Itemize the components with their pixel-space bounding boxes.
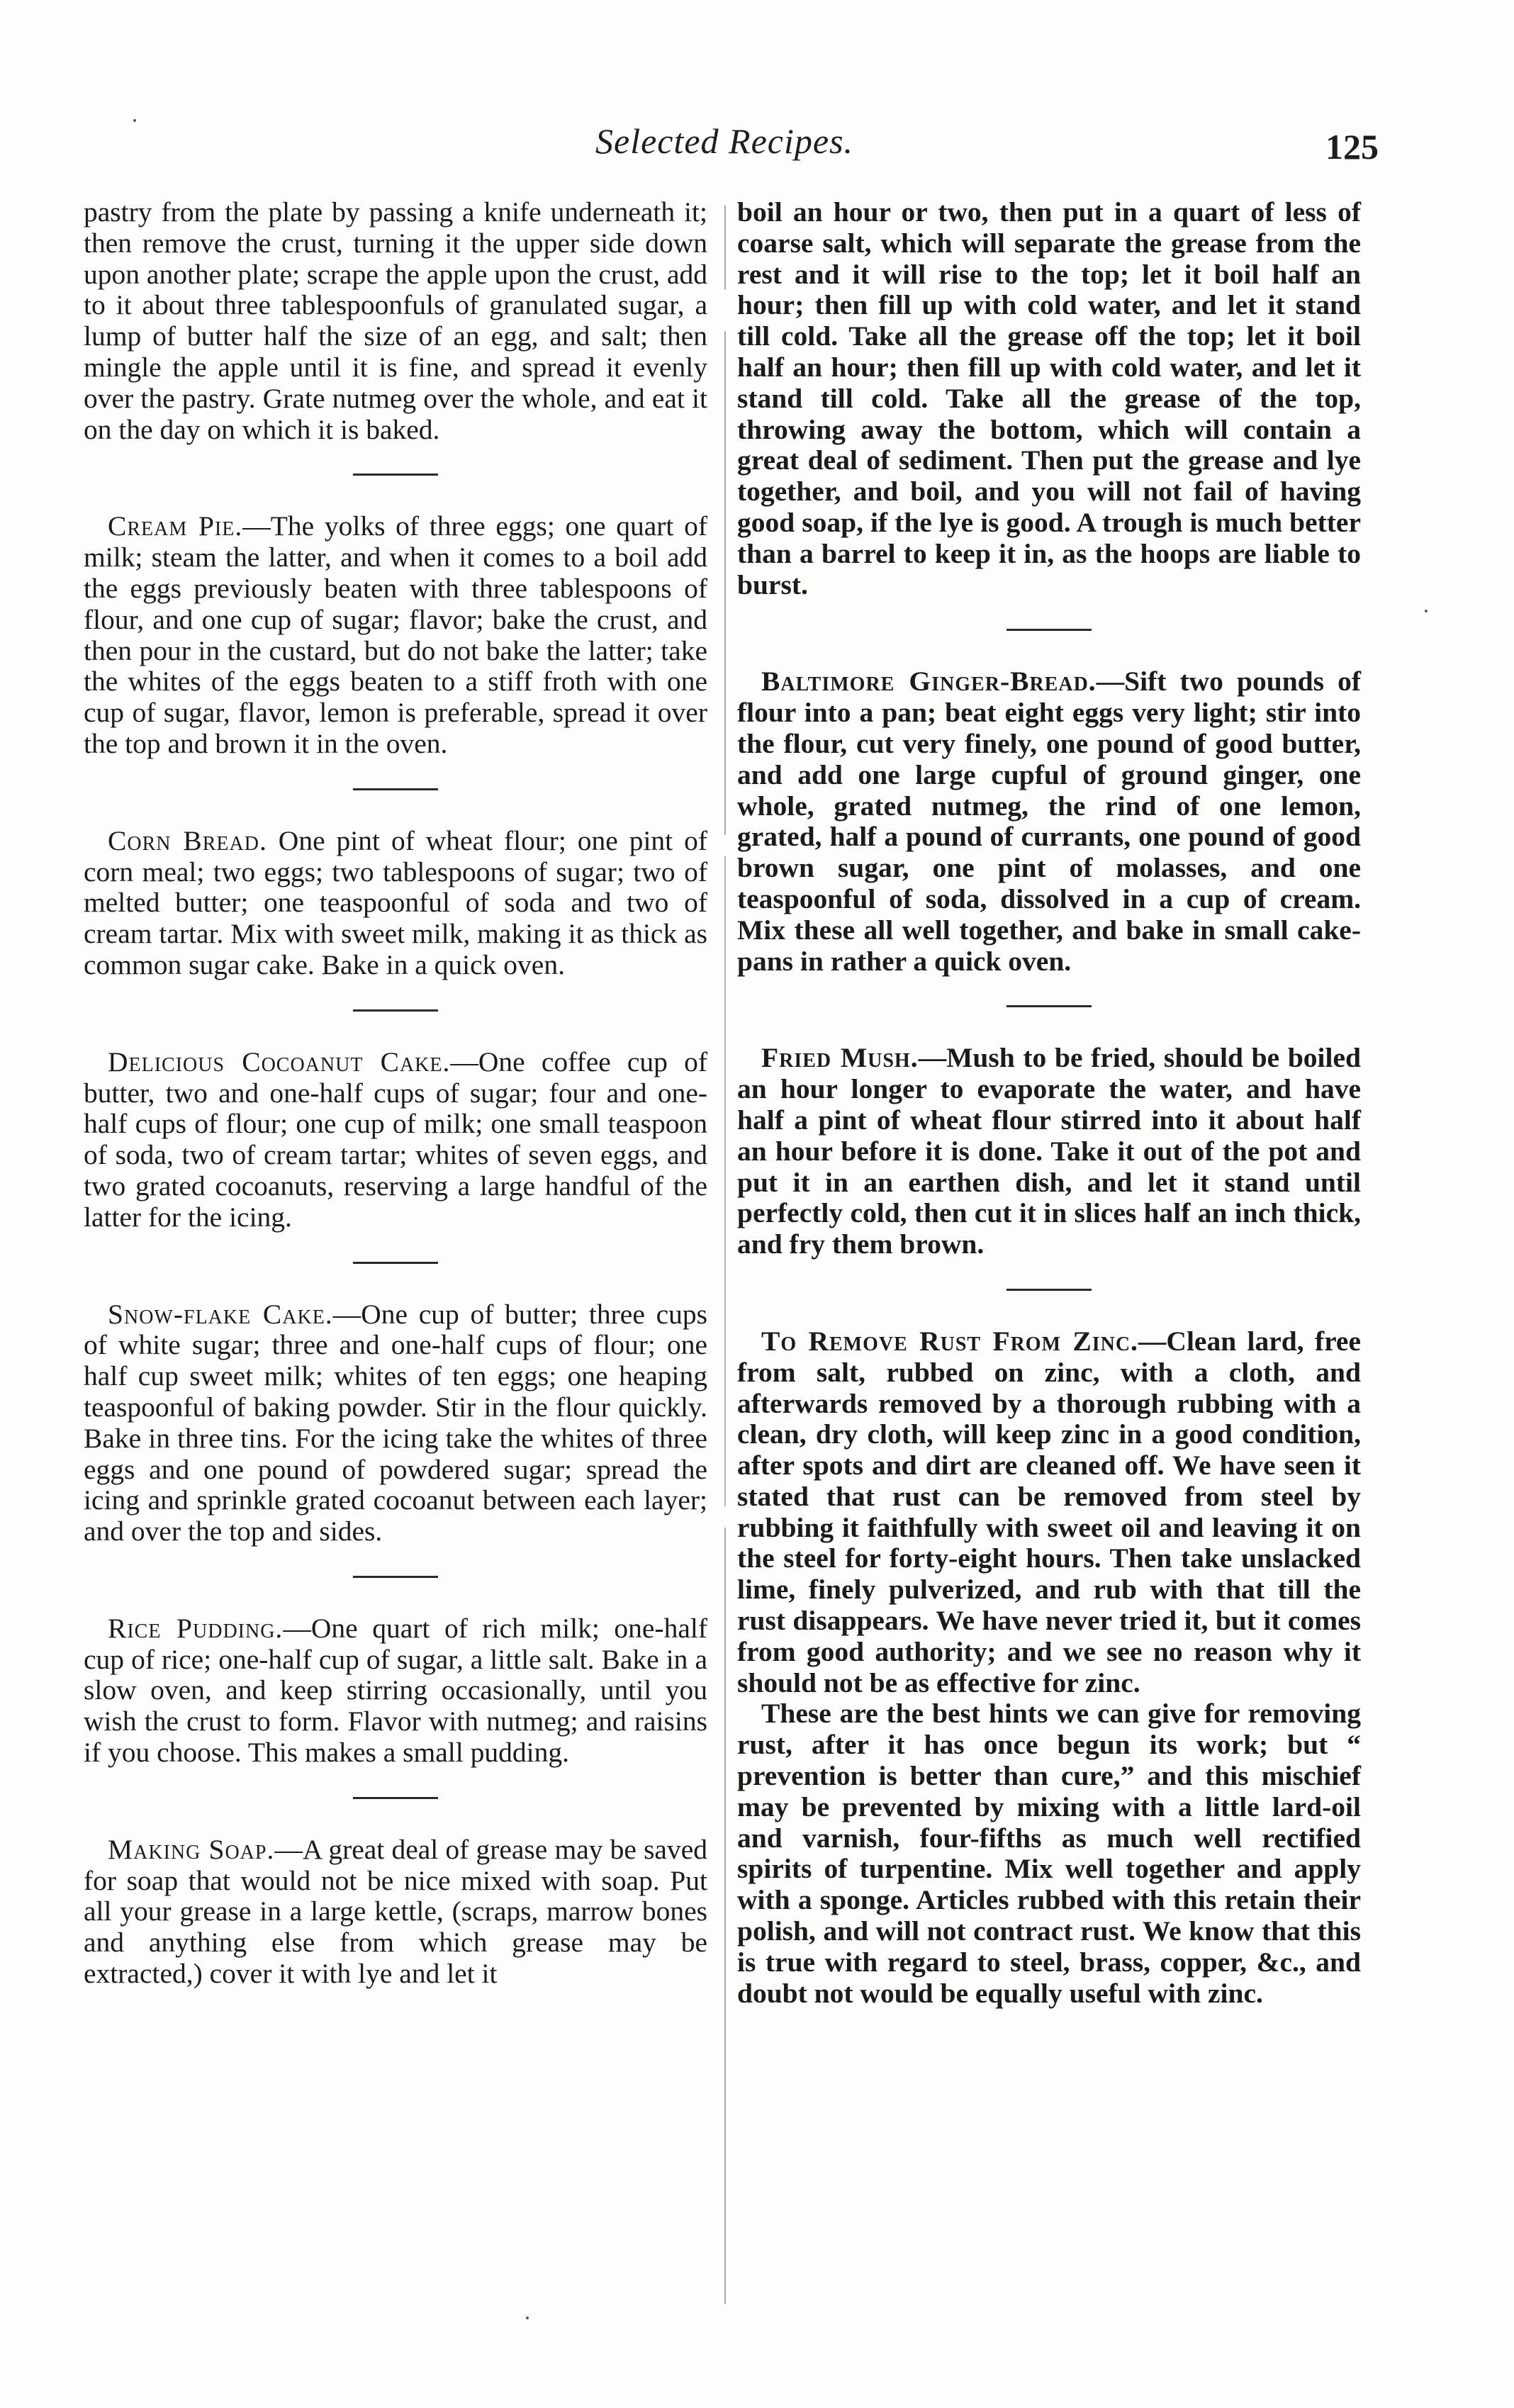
recipe-title: Fried Mush. <box>761 1042 919 1074</box>
recipe-corn-bread <box>84 826 707 981</box>
recipe-title: Corn Bread. <box>108 824 267 856</box>
recipe-body: —One coffee cup of butter, two and one-half cups of sugar; four and one-half cups of flour; one cup of milk; one small teaspoon of soda, two of cream tartar; whites of seven eggs, and two grated cocoanuts, reserving a large handful of the latter for the icing. <box>84 1046 707 1233</box>
print-speck <box>526 2317 529 2319</box>
recipe-title: Cream Pie. <box>108 510 243 542</box>
right-column <box>737 197 1361 2009</box>
recipe-body-continued: These are the best hints we can give for removing rust, after it has once begun its work; but “ prevention is better than cure,” and this mischief may be prevented by mixing with a little lard-oil and varnish, four-fifths as much well rectified spirits of turpentine. Mix well together and apply with a sponge. Articles rubbed with this retain their polish, and will not contract rust. We know that this is true with regard to steel, brass, copper, &c., and doubt not would be equally useful with zinc. <box>737 1698 1361 2009</box>
recipe-remove-rust <box>737 1326 1361 2010</box>
recipe-body: —A great deal of grease may be saved for soap that would not be nice mixed with soap. Put all your grease in a large kettle, (scraps, marrow bones and anything else from which grease may be extracted,) cover it with lye and let it <box>84 1833 707 1990</box>
recipe-snow-flake-cake <box>84 1299 707 1547</box>
recipe-body: —One cup of butter; three cups of white sugar; three and one-half cups of flour; one half cup sweet milk; whites of ten eggs; one heaping teaspoonful of baking powder. Stir in the flour quickly. Bake in three tins. For the icing take the whites of three eggs and one pound of powdered sugar; spread the icing and sprinkle grated cocoanut between each layer; and over the top and sides. <box>84 1298 707 1547</box>
page-number: 125 <box>1325 127 1379 167</box>
section-rule <box>1006 1005 1092 1007</box>
recipe-title: Rice Pudding. <box>108 1612 284 1644</box>
recipe-making-soap <box>84 1835 707 1990</box>
recipe-body: —Mush to be fried, should be boiled an hour longer to evaporate the water, and have half a pint of wheat flour stirred into it about half an hour before it is done. Take it out of the pot and put it in an earthen dish, and let it stand until perfectly cold, then cut it in slices half an inch thick, and fry them brown. <box>737 1042 1361 1260</box>
section-rule <box>353 788 438 790</box>
continued-paragraph: pastry from the plate by passing a knife underneath it; then remove the crust, turning it the upper side down upon another plate; scrape the apple upon the crust, add to it about three tablespoonfuls of granulated sugar, a lump of butter half the size of an egg, and salt; then mingle the apple until it is fine, and spread it evenly over the pastry. Grate nutmeg over the whole, and eat it on the day on which it is baked. <box>84 196 707 445</box>
print-speck <box>133 119 136 122</box>
recipe-ginger-bread <box>737 666 1361 977</box>
recipe-rice-pudding <box>84 1613 707 1769</box>
left-column <box>84 197 707 1990</box>
recipe-cream-pie <box>84 511 707 759</box>
soap-continuation <box>737 197 1361 600</box>
section-rule <box>353 1262 438 1264</box>
section-rule <box>1006 629 1092 631</box>
section-rule <box>1006 1289 1092 1291</box>
recipe-title: Making Soap. <box>108 1833 275 1865</box>
continued-paragraph: boil an hour or two, then put in a quart of less of coarse salt, which will separate the grease from the rest and it will rise to the top; let it boil half an hour; then fill up with cold water, and let it stand till cold. Take all the grease off the top; let it boil half an hour; then fill up with cold water, and let it stand till cold. Take all the grease of the top, throwing away the bottom, which will contain a great deal of sediment. Then put the grease and lye together, and boil, and you will not fail of having good soap, if the lye is good. A trough is much better than a barrel to keep it in, as the hoops are liable to burst. <box>737 196 1361 600</box>
recipe-body: One pint of wheat flour; one pint of corn meal; two eggs; two tablespoons of sugar; two of melted butter; one teaspoonful of soda and two of cream tartar. Mix with sweet milk, making it as thick as common sugar cake. Bake in a quick oven. <box>84 824 708 980</box>
print-speck <box>1425 610 1428 612</box>
recipe-title: Delicious Cocoanut Cake. <box>108 1046 451 1077</box>
section-rule <box>353 1576 438 1578</box>
recipe-cocoanut-cake <box>84 1047 707 1233</box>
recipe-title: To Remove Rust From Zinc. <box>761 1325 1138 1357</box>
running-title: Selected Recipes. <box>595 121 854 161</box>
recipe-fried-mush <box>737 1043 1361 1260</box>
recipe-body: —Clean lard, free from salt, rubbed on zinc, with a cloth, and afterwards removed by a thorough rubbing with a clean, dry cloth, will keep zinc in a good condition, after spots and dirt are cleaned off. We have seen it stated that rust can be removed from steel by rubbing it faithfully with sweet oil and leaving it on the steel for forty-eight hours. Then take unslacked lime, finely pulverized, and rub with that till the rust disappears. We have never tried it, but it comes from good authority; and we see no reason why it should not be as effective for zinc. <box>737 1325 1361 1698</box>
recipe-body: —The yolks of three eggs; one quart of milk; steam the latter, and when it comes to a boil add the eggs previously beaten with three tablespoons of flour, and one cup of sugar; flavor; bake the crust, and then pour in the custard, but do not bake the latter; take the whites of the eggs beaten to a stiff froth with one cup of sugar, flavor, lemon is preferable, spread it over the top and brown it in the oven. <box>84 510 708 759</box>
column-divider <box>724 206 726 2304</box>
section-rule <box>353 1797 438 1799</box>
recipe-body: —Sift two pounds of flour into a pan; beat eight eggs very light; stir into the flour, cut very finely, one pound of good butter, and add one large cupful of ground ginger, one whole, grated nutmeg, the rind of one lemon, grated, half a pound of currants, one pound of good brown sugar, one pint of molasses, and one teaspoonful of soda, dissolved in a cup of cream. Mix these all well together, and bake in small cake-pans in rather a quick oven. <box>737 666 1361 977</box>
recipe-title: Baltimore Ginger-Bread. <box>761 666 1097 698</box>
section-rule <box>353 1009 438 1012</box>
section-rule <box>353 474 438 476</box>
recipe-body: —One quart of rich milk; one-half cup of rice; one-half cup of sugar, a little salt. Bake in a slow oven, and keep stirring occasionally, until you wish the crust to form. Flavor with nutmeg; and raisins if you choose. This makes a small pudding. <box>84 1612 707 1769</box>
recipe-title: Snow-flake Cake. <box>108 1298 333 1330</box>
